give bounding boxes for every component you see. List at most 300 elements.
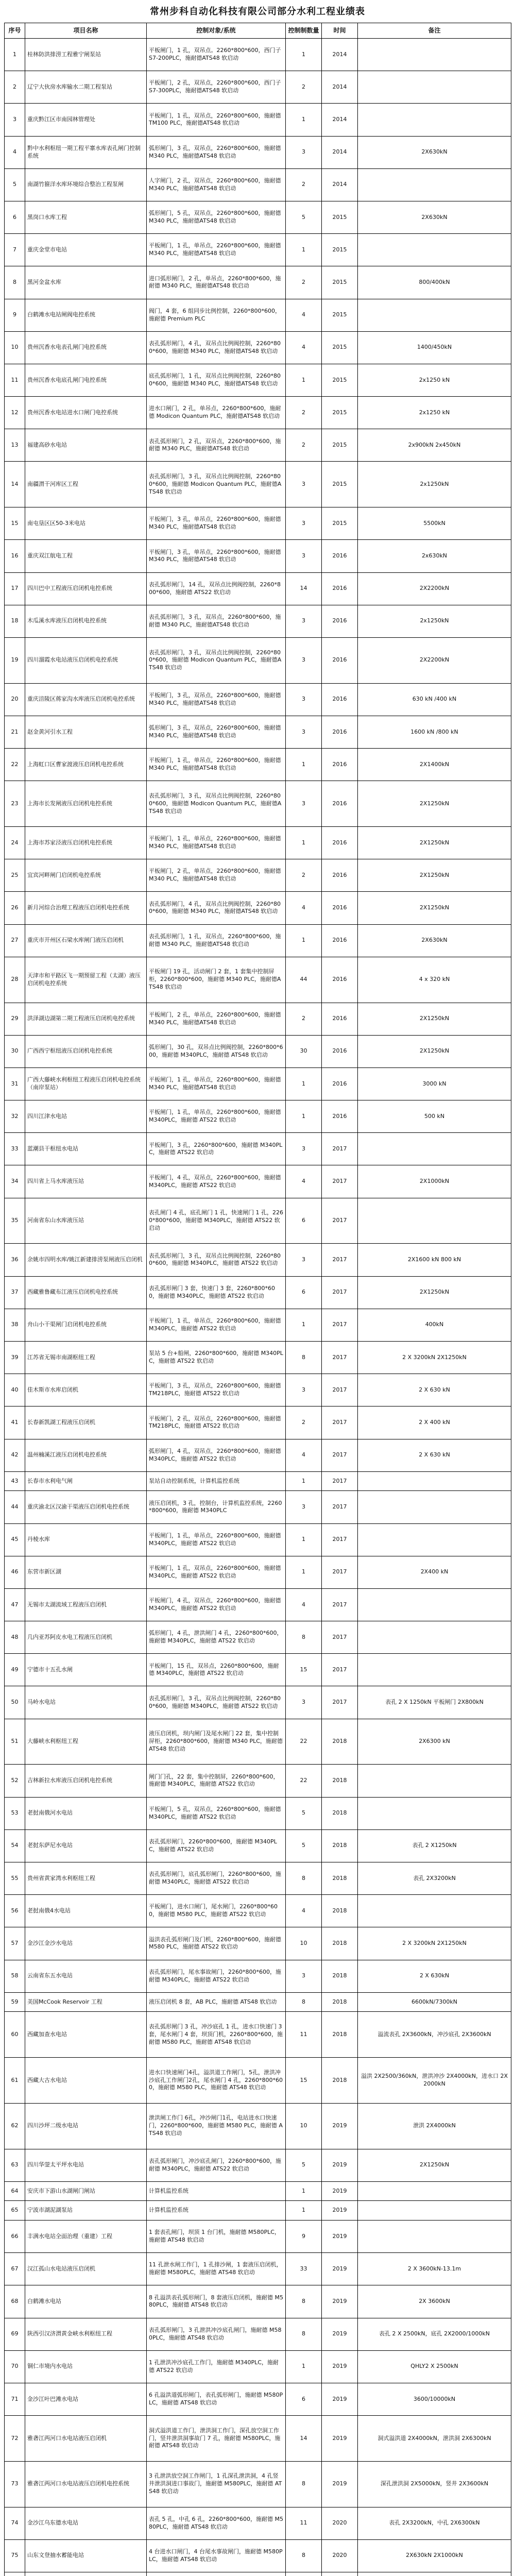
- cell-year: 2017: [322, 1491, 358, 1523]
- cell-year: 2018: [322, 1719, 358, 1765]
- cell-project-name: 美国McCook Reservoir 工程: [25, 1992, 147, 2012]
- cell-quantity: 4: [286, 1588, 322, 1621]
- cell-year: 2017: [322, 1406, 358, 1439]
- cell-note: 2X2200kN: [358, 637, 511, 683]
- cell-quantity: 6: [286, 1276, 322, 1309]
- cell-quantity: 2: [286, 397, 322, 429]
- cell-year: 2019: [322, 2149, 358, 2181]
- cell-year: 2017: [322, 1523, 358, 1556]
- cell-project-name: 吉林新拉水库液压启闭机电控系统: [25, 1765, 147, 1797]
- cell-control-system: 底孔弧形闸门，1 孔，双吊点比例阀控制，2260*800*600，施耐德 M340 PLC，施耐德ATS48 软启动: [147, 364, 286, 396]
- cell-quantity: 1: [286, 2201, 322, 2221]
- table-row: [5, 1797, 511, 1829]
- cell-note: 2X630kN: [358, 136, 511, 168]
- cell-project-name: 辽宁大伙房水库输水二期工程泵站: [25, 71, 147, 104]
- table-row: [5, 1406, 511, 1439]
- table-row: [5, 2350, 511, 2383]
- cell-note: 2X1250kN: [358, 781, 511, 827]
- cell-control-system: 平板闸门，2 孔，双吊点，2260*800*600，西门子 S7-300PLC，施耐德ATS48 软启动: [147, 71, 286, 104]
- table-row: [5, 1719, 511, 1765]
- cell-note: 2X1250kN: [358, 859, 511, 892]
- cell-quantity: 11: [286, 2012, 322, 2058]
- cell-control-system: 3 孔泄洪放空洞工作闸门，1 孔深孔泄洪洞，4 孔竖井泄洪洞进口事故门，施耐德 M580PLC，施耐德 ATS48 软启动: [147, 2461, 286, 2507]
- table-row: [5, 331, 511, 364]
- cell-control-system: 平板闸门，15 孔，双吊点，2260*800*600，施耐德 M340PLC，施耐德 ATS22 软启动: [147, 1654, 286, 1686]
- cell-quantity: 3: [286, 1374, 322, 1406]
- cell-quantity: 4: [286, 299, 322, 331]
- cell-quantity: 1: [286, 2350, 322, 2383]
- cell-year: 2019: [322, 2461, 358, 2507]
- cell-quantity: 3: [286, 136, 322, 168]
- cell-year: 2020: [322, 2539, 358, 2572]
- cell-quantity: 8: [286, 2285, 322, 2318]
- cell-year: 2020: [322, 2507, 358, 2539]
- cell-year: 2018: [322, 1927, 358, 1960]
- cell-no: 20: [5, 683, 25, 716]
- cell-year: 2018: [322, 1797, 358, 1829]
- cell-year: 2015: [322, 299, 358, 331]
- cell-note: 表孔 2X3200kN，中孔 2X6300kN: [358, 2507, 511, 2539]
- cell-note: 2 X 3200kN 2X1250kN: [358, 1341, 511, 1374]
- cell-quantity: 2: [286, 429, 322, 462]
- cell-quantity: 1: [286, 1100, 322, 1133]
- cell-control-system: 8 孔溢洪表孔弧形闸门，8 套液压启闭机，施耐德 M580PLC，施耐德 ATS48 软启动: [147, 2285, 286, 2318]
- cell-year: 2015: [322, 429, 358, 462]
- cell-control-system: 洞式溢洪道工作门，泄洪洞工作门，深孔放空洞工作门，竖井泄洪洞事故门 7 孔，施耐德 M580PLC，施耐德 ATS48 软启动: [147, 2416, 286, 2462]
- cell-control-system: 表孔弧形闸门 3 套，快速门 3 套，2260*800*600，施耐德 M340PLC，施耐德 ATS22 软启动: [147, 1276, 286, 1309]
- cell-control-system: 液压启闭机 8 套，AB PLC，施耐德 ATS48 软启动: [147, 1992, 286, 2012]
- cell-no: 63: [5, 2149, 25, 2181]
- table-row: [5, 104, 511, 136]
- cell-control-system: 平板闸门，1 孔，单吊点，2260*800*600，施耐德 M340 PLC，施耐德ATS48 软启动: [147, 1067, 286, 1100]
- cell-project-name: 白鹤滩水电站: [25, 2285, 147, 2318]
- cell-note: [358, 1588, 511, 1621]
- cell-no: 54: [5, 1829, 25, 1862]
- cell-control-system: 表孔弧形闸门，2260*800*600，施耐德 M340PLC，施耐德 ATS22 软启动: [147, 1829, 286, 1862]
- cell-control-system: 弧形闸门，4 孔，双吊点，2260*800*600，施耐德 M340PLC，施耐德 ATS22 软启动: [147, 1439, 286, 1471]
- table-row: [5, 462, 511, 507]
- cell-project-name: 温州楠溪江液压启闭机电控系统: [25, 1439, 147, 1471]
- table-row: [5, 2416, 511, 2462]
- cell-year: 2016: [322, 781, 358, 827]
- cell-control-system: 表孔弧形闸门，2 孔，双吊点，2260*800*600，施耐德 M340 PLC，施耐德ATS48 软启动: [147, 429, 286, 462]
- cell-no: 72: [5, 2416, 25, 2462]
- cell-control-system: 平板闸门，3 孔，2260*800*600，施耐德 M340PLC，施耐德 ATS22 软启动: [147, 1133, 286, 1165]
- table-row: [5, 749, 511, 781]
- cell-no: 31: [5, 1067, 25, 1100]
- cell-project-name: 贵州沉香水电底孔闸门电控系统: [25, 364, 147, 396]
- cell-project-name: 长春市水利电气闸: [25, 1471, 147, 1491]
- cell-project-name: 四川华蓥太平坪水电站: [25, 2149, 147, 2181]
- cell-project-name: 南屯垦区区50-3米电站: [25, 507, 147, 540]
- table-header: [5, 23, 511, 39]
- cell-project-name: 四川巴中工程液压启闭机电控系统: [25, 572, 147, 605]
- cell-note: 2X630kN 2X1000kN: [358, 2539, 511, 2572]
- cell-year: 2019: [322, 2253, 358, 2285]
- cell-note: 3000 kN: [358, 1067, 511, 1100]
- cell-quantity: 3: [286, 716, 322, 748]
- cell-control-system: 平板闸门，4 孔，双吊点，2260*800*600，施耐德 M340PLC，施耐德 ATS22 软启动: [147, 1165, 286, 1198]
- cell-project-name: 西藏大古水电站: [25, 2058, 147, 2104]
- cell-quantity: 1: [286, 827, 322, 859]
- cell-control-system: 表孔弧形闸门，冲沙底孔闸门，2260*800*600，施耐德 M340PLC，施耐德 ATS22 软启动: [147, 2149, 286, 2181]
- cell-quantity: 1: [286, 924, 322, 957]
- table-row: [5, 957, 511, 1003]
- cell-year: 2017: [322, 1198, 358, 1244]
- header-no: 序号: [5, 23, 25, 39]
- cell-no: 32: [5, 1100, 25, 1133]
- cell-note: 2 X 630 kN: [358, 1374, 511, 1406]
- cell-control-system: 液压启闭机，坝内闸门及尾水闸门 22 套，集中控制屏柜，2260*800*600，施耐德 M340 PLC，施耐德ATS48 软启动: [147, 1719, 286, 1765]
- cell-project-name: 金沙江乌东德水电站: [25, 2507, 147, 2539]
- cell-control-system: 平板闸门，4 孔，双吊点，2260*800*600，施耐德 M340PLC，施耐德 ATS22 软启动: [147, 1588, 286, 1621]
- cell-control-system: 平板闸门，1 孔，单吊点，2260*800*600，施耐德 M340 PLC，施耐德ATS48 软启动: [147, 827, 286, 859]
- table-row: [5, 2253, 511, 2285]
- cell-note: [358, 234, 511, 266]
- cell-year: 2017: [322, 1654, 358, 1686]
- cell-quantity: 2: [286, 266, 322, 299]
- table-row: [5, 397, 511, 429]
- cell-quantity: 1: [286, 2181, 322, 2201]
- cell-quantity: 8: [286, 2318, 322, 2350]
- cell-note: [358, 1654, 511, 1686]
- table-row: [5, 2103, 511, 2149]
- cell-control-system: 平板闸门，1 孔，单吊点，2260*800*600，施耐德 M340PLC，施耐德 ATS22 软启动: [147, 1523, 286, 1556]
- table-row: [5, 1556, 511, 1588]
- cell-note: 2x1250kN: [358, 462, 511, 507]
- cell-quantity: 2: [286, 168, 322, 201]
- cell-no: 15: [5, 507, 25, 540]
- cell-note: 洞式溢洪道 2X4000kN，泄洪洞 2X6300kN: [358, 2416, 511, 2462]
- cell-note: 800/400kN: [358, 266, 511, 299]
- table-row: [5, 1067, 511, 1100]
- cell-no: 16: [5, 540, 25, 572]
- cell-no: 56: [5, 1895, 25, 1927]
- cell-quantity: 1: [286, 1556, 322, 1588]
- cell-project-name: 无锡市太湖流域工程液压启闭机: [25, 1588, 147, 1621]
- cell-year: 2015: [322, 507, 358, 540]
- cell-year: 2016: [322, 605, 358, 637]
- cell-note: 2X1250kN: [358, 827, 511, 859]
- cell-year: 2016: [322, 1067, 358, 1100]
- cell-no: 45: [5, 1523, 25, 1556]
- cell-project-name: 黑河金盆水库: [25, 266, 147, 299]
- cell-year: 2017: [322, 1439, 358, 1471]
- cell-quantity: 1: [286, 1523, 322, 1556]
- cell-quantity: 6: [286, 1198, 322, 1244]
- cell-note: 2X1250kN: [358, 1276, 511, 1309]
- cell-note: [358, 1523, 511, 1556]
- table-row: [5, 1686, 511, 1719]
- cell-no: 73: [5, 2461, 25, 2507]
- cell-year: 2017: [322, 1165, 358, 1198]
- cell-year: 2016: [322, 716, 358, 748]
- cell-quantity: 14: [286, 572, 322, 605]
- cell-no: 27: [5, 924, 25, 957]
- cell-project-name: 上海虹口区曹家渡液压启闭机电控系统: [25, 749, 147, 781]
- cell-no: 74: [5, 2507, 25, 2539]
- cell-year: 2015: [322, 462, 358, 507]
- cell-control-system: 表孔弧形闸门，4 孔，双吊点比例阀控制，2260*800*600，施耐德 M340 PLC，施耐德ATS48 软启动: [147, 892, 286, 924]
- cell-project-name: 白鹤滩水电站闸阀电控系统: [25, 299, 147, 331]
- cell-note: 2 X 630kN: [358, 1960, 511, 1992]
- header-year: 时间: [322, 23, 358, 39]
- cell-project-name: 舟山小干渠闸门启闭机电控系统: [25, 1309, 147, 1341]
- cell-no: 6: [5, 201, 25, 233]
- cell-no: 42: [5, 1439, 25, 1471]
- cell-note: 表孔 2 X1250kN: [358, 1829, 511, 1862]
- cell-note: [358, 1471, 511, 1491]
- cell-note: 2X630kN: [358, 201, 511, 233]
- cell-note: 2X400 kN: [358, 1556, 511, 1588]
- cell-year: 2019: [322, 2383, 358, 2415]
- table-row: [5, 1829, 511, 1862]
- cell-control-system: 4 台进水口闸门，4 台尾水事故闸门，施耐德 M580PLC，施耐德 ATS48 软启动: [147, 2539, 286, 2572]
- cell-year: 2016: [322, 827, 358, 859]
- cell-no: 3: [5, 104, 25, 136]
- cell-no: 55: [5, 1862, 25, 1894]
- cell-note: 2x1250 kN: [358, 397, 511, 429]
- cell-no: 29: [5, 1003, 25, 1035]
- cell-project-name: 老挝南俄河水电站: [25, 1797, 147, 1829]
- cell-quantity: 4: [286, 892, 322, 924]
- cell-control-system: 平板闸门，1 孔，单吊点，2260*800*600，施耐德 M340PLC，施耐德 ATS22 软启动: [147, 1100, 286, 1133]
- cell-note: 2X6300 kN: [358, 1719, 511, 1765]
- cell-note: 2X1000kN: [358, 1165, 511, 1198]
- cell-note: 2x630kN: [358, 540, 511, 572]
- cell-project-name: 新月河综合治理工程液压启闭机电控系统: [25, 892, 147, 924]
- document-title: 常州步科自动化科技有限公司部分水利工程业绩表: [150, 6, 365, 17]
- cell-year: 2014: [322, 39, 358, 71]
- cell-project-name: 雅砻江两河口水电站液压启闭机: [25, 2416, 147, 2462]
- cell-project-name: 云南省东五水电站: [25, 1960, 147, 1992]
- cell-control-system: 表孔弧形闸门，尾水事故闸门，2260*800*600，施耐德 M340PLC，施耐德 ATS22 软启动: [147, 1960, 286, 1992]
- cell-no: 67: [5, 2253, 25, 2285]
- performance-table-wrapper: [4, 23, 511, 2576]
- cell-year: 2016: [322, 749, 358, 781]
- table-row: [5, 827, 511, 859]
- cell-control-system: 弧形闸门，3 孔，双吊点，2260*800*600，施耐德 M340 PLC，施耐德ATS48 软启动: [147, 136, 286, 168]
- table-row: [5, 1895, 511, 1927]
- cell-project-name: 重庆双江航电工程: [25, 540, 147, 572]
- cell-quantity: 3: [286, 1960, 322, 1992]
- cell-project-name: 长春新凯湖工程液压启闭机: [25, 1406, 147, 1439]
- cell-no: 47: [5, 1588, 25, 1621]
- cell-year: 2015: [322, 266, 358, 299]
- cell-project-name: 江苏省无锡市南湖枢纽工程: [25, 1341, 147, 1374]
- cell-quantity: 1: [286, 39, 322, 71]
- cell-year: 2018: [322, 1992, 358, 2012]
- cell-project-name: 南湖竹箍洋水库环境综合整治工程泵闸: [25, 168, 147, 201]
- cell-note: 深孔泄洪洞 2X5000kN，竖井 2X3600kN: [358, 2461, 511, 2507]
- cell-quantity: 15: [286, 2058, 322, 2104]
- cell-note: QHLY2 X 2500kN: [358, 2350, 511, 2383]
- cell-project-name: 四川溜霞水电站液压启闭机电控系统: [25, 637, 147, 683]
- cell-no: 61: [5, 2058, 25, 2104]
- cell-project-name: 重庆黔江区市南园林管理处: [25, 104, 147, 136]
- cell-project-name: 陕西引汉济渭黄金峡水利枢纽工程: [25, 2318, 147, 2350]
- cell-note: [358, 1133, 511, 1165]
- cell-year: 2018: [322, 1960, 358, 1992]
- cell-control-system: 平板闸门，1 孔，单吊点，2260*800*600，施耐德 M340 PLC，施耐德ATS48 软启动: [147, 749, 286, 781]
- cell-note: 2 X 3200kN 2X1250kN: [358, 1927, 511, 1960]
- cell-note: 2X1400kN: [358, 749, 511, 781]
- cell-year: 2017: [322, 1374, 358, 1406]
- cell-control-system: 溢洪表孔弧形闸门及门机，2260*800*600，施耐德 M580 PLC，施耐德 ATS22 软启动: [147, 1927, 286, 1960]
- table-row: [5, 136, 511, 168]
- table-row: [5, 1374, 511, 1406]
- table-row: [5, 1992, 511, 2012]
- table-row: [5, 39, 511, 71]
- cell-no: 12: [5, 397, 25, 429]
- header-row: [5, 23, 511, 39]
- cell-quantity: 3: [286, 781, 322, 827]
- cell-year: 2018: [322, 2012, 358, 2058]
- cell-no: 37: [5, 1276, 25, 1309]
- cell-control-system: 表孔弧形闸门，底孔弧形闸门，2260*800*600，施耐德 M340PLC，施耐德 ATS22 软启动: [147, 1862, 286, 1894]
- table-row: [5, 1276, 511, 1309]
- cell-project-name: 大藤峡水利枢纽工程: [25, 1719, 147, 1765]
- cell-quantity: 8: [286, 1621, 322, 1654]
- cell-no: 17: [5, 572, 25, 605]
- cell-control-system: 平板闸门，2 孔，单吊点，2260*800*600，施耐德 M340 PLC，施耐德ATS48 软启动: [147, 859, 286, 892]
- cell-year: 2015: [322, 331, 358, 364]
- table-row: [5, 168, 511, 201]
- cell-project-name: 上海市苏家泾液压启闭机电控系统: [25, 827, 147, 859]
- cell-no: 9: [5, 299, 25, 331]
- cell-year: 2019: [322, 2285, 358, 2318]
- cell-quantity: 1: [286, 749, 322, 781]
- cell-quantity: 5: [286, 2149, 322, 2181]
- cell-year: 2016: [322, 1035, 358, 1067]
- cell-control-system: 表孔弧形闸门，4 孔，双吊点比例阀控制，2260*800*600，施耐德 M340 PLC，施耐德ATS48 软启动: [147, 331, 286, 364]
- cell-control-system: 闸门门孔，22 套，集中控制屏，2260*800*600，施耐德 M340PLC，施耐德 ATS22 软启动: [147, 1765, 286, 1797]
- cell-year: 2018: [322, 1862, 358, 1894]
- cell-project-name: 黑岗口水库工程: [25, 201, 147, 233]
- cell-project-name: 四川江津水电站: [25, 1100, 147, 1133]
- table-row: [5, 2149, 511, 2181]
- cell-no: 49: [5, 1654, 25, 1686]
- cell-year: [322, 2572, 358, 2576]
- cell-project-name: 赵金黄河引水工程: [25, 716, 147, 748]
- cell-project-name: 佳木斯市水库启闭机: [25, 1374, 147, 1406]
- cell-note: [358, 104, 511, 136]
- cell-quantity: 15: [286, 1654, 322, 1686]
- cell-no: 57: [5, 1927, 25, 1960]
- cell-quantity: 22: [286, 1719, 322, 1765]
- cell-quantity: 4: [286, 1165, 322, 1198]
- cell-note: 2X630kN: [358, 924, 511, 957]
- cell-control-system: 表孔 5 孔，中孔 6 孔，2260*800*600，施耐德 M580PLC，施耐德 ATS48 软启动: [147, 2507, 286, 2539]
- cell-note: [358, 71, 511, 104]
- cell-note: [358, 1895, 511, 1927]
- table-row: [5, 781, 511, 827]
- cell-control-system: 进水口闸门，2 孔，单吊点，2260*800*600，施耐德 Modicon Quantum PLC，施耐德ATS48 软启动: [147, 397, 286, 429]
- cell-year: 2015: [322, 201, 358, 233]
- cell-control-system: 表孔弧形闸门，3 孔，双吊点比例阀控制，2260*800*600，施耐德 Modicon Quantum PLC，施耐德ATS48 软启动: [147, 462, 286, 507]
- cell-note: 2X1250kN: [358, 1035, 511, 1067]
- cell-quantity: 1: [286, 234, 322, 266]
- cell-control-system: 表孔弧形闸门，3 孔，双吊点比例阀控制，2260*800*600，施耐德 Modicon Quantum PLC，施耐德ATS48 软启动: [147, 637, 286, 683]
- cell-quantity: 1: [286, 1067, 322, 1100]
- table-row: [5, 1491, 511, 1523]
- table-row: [5, 605, 511, 637]
- table-row: [5, 1244, 511, 1276]
- cell-quantity: 2: [286, 1003, 322, 1035]
- cell-year: 2017: [322, 1588, 358, 1621]
- table-row: [5, 1523, 511, 1556]
- table-row: [5, 683, 511, 716]
- cell-no: 68: [5, 2285, 25, 2318]
- table-row: [5, 716, 511, 748]
- cell-control-system: 表孔弧形闸门 3 孔，冲沙底孔 1 孔，进水口快速门 3 套，尾水闸门 4 套，坝顶门机，2260*800*600，施耐德 M580 PLC，施耐德 ATS48 软启动: [147, 2012, 286, 2058]
- table-row: [5, 637, 511, 683]
- cell-no: 51: [5, 1719, 25, 1765]
- cell-no: 41: [5, 1406, 25, 1439]
- cell-quantity: 2: [286, 859, 322, 892]
- cell-year: 2016: [322, 683, 358, 716]
- cell-project-name: 蓝潮县干枢纽水电站: [25, 1133, 147, 1165]
- table-body: [5, 39, 511, 2576]
- cell-control-system: 平板闸门，1 孔，双吊点，2260*800*600，施耐德 M340PLC，施耐德 ATS22 软启动: [147, 1556, 286, 1588]
- cell-quantity: 2: [286, 71, 322, 104]
- header-name: 项目名称: [25, 23, 147, 39]
- cell-no: 43: [5, 1471, 25, 1491]
- header-qty: 控制制数量: [286, 23, 322, 39]
- cell-note: 表孔 2 X 1250kN 平板闸门 2X800kN: [358, 1686, 511, 1719]
- cell-project-name: 宁德市十五孔水闸: [25, 1654, 147, 1686]
- header-system: 控制对象/系统: [147, 23, 286, 39]
- cell-quantity: 3: [286, 637, 322, 683]
- table-row: [5, 1927, 511, 1960]
- cell-year: 2015: [322, 364, 358, 396]
- cell-year: 2017: [322, 1309, 358, 1341]
- cell-control-system: 6 孔溢洪道弧形闸门，表孔弧形闸门，施耐德 M580PLC，施耐德 ATS48 软启动: [147, 2383, 286, 2415]
- cell-year: 2017: [322, 1244, 358, 1276]
- cell-note: 2x900kN 2x450kN: [358, 429, 511, 462]
- cell-note: 表孔 2 X 2500kN，底孔 2X2000/1000kN: [358, 2318, 511, 2350]
- cell-year: 2016: [322, 1100, 358, 1133]
- cell-control-system: 平板闸门，2 孔，单吊点，2260*800*600，施耐德 M340 PLC，施耐德ATS48 软启动: [147, 1003, 286, 1035]
- cell-control-system: 计算机监控系统: [147, 2181, 286, 2201]
- cell-note: [358, 299, 511, 331]
- cell-year: 2014: [322, 104, 358, 136]
- cell-note: 2X2200kN: [358, 572, 511, 605]
- cell-quantity: 8: [286, 1862, 322, 1894]
- cell-quantity: 3: [286, 1244, 322, 1276]
- cell-no: 22: [5, 749, 25, 781]
- cell-year: 2018: [322, 1829, 358, 1862]
- cell-year: 2016: [322, 859, 358, 892]
- cell-year: 2016: [322, 637, 358, 683]
- cell-control-system: 平板闸门，进水口闸门，尾水闸门，2260*800*600，施耐德 M580 PLC，施耐德 ATS22 软启动: [147, 1895, 286, 1927]
- cell-control-system: 进口弧形闸门，2 孔，单吊点，2260*800*600，施耐德 M340 PLC，施耐德ATS48 软启动: [147, 266, 286, 299]
- cell-project-name: 贵州沉香水电站进水口闸门电控系统: [25, 397, 147, 429]
- table-row: [5, 2507, 511, 2539]
- cell-no: 53: [5, 1797, 25, 1829]
- cell-no: 19: [5, 637, 25, 683]
- cell-year: 2017: [322, 1556, 358, 1588]
- cell-project-name: 洪泽湖边湖第二期工程液压启闭机电控系统: [25, 1003, 147, 1035]
- cell-quantity: 2: [286, 1406, 322, 1439]
- cell-no: 2: [5, 71, 25, 104]
- cell-project-name: 黔中水利枢纽一期工程平寨水库表孔闸门控制系统: [25, 136, 147, 168]
- cell-quantity: 3: [286, 683, 322, 716]
- cell-note: [358, 1765, 511, 1797]
- cell-year: 2016: [322, 957, 358, 1003]
- table-row: [5, 1165, 511, 1198]
- cell-note: [358, 2221, 511, 2253]
